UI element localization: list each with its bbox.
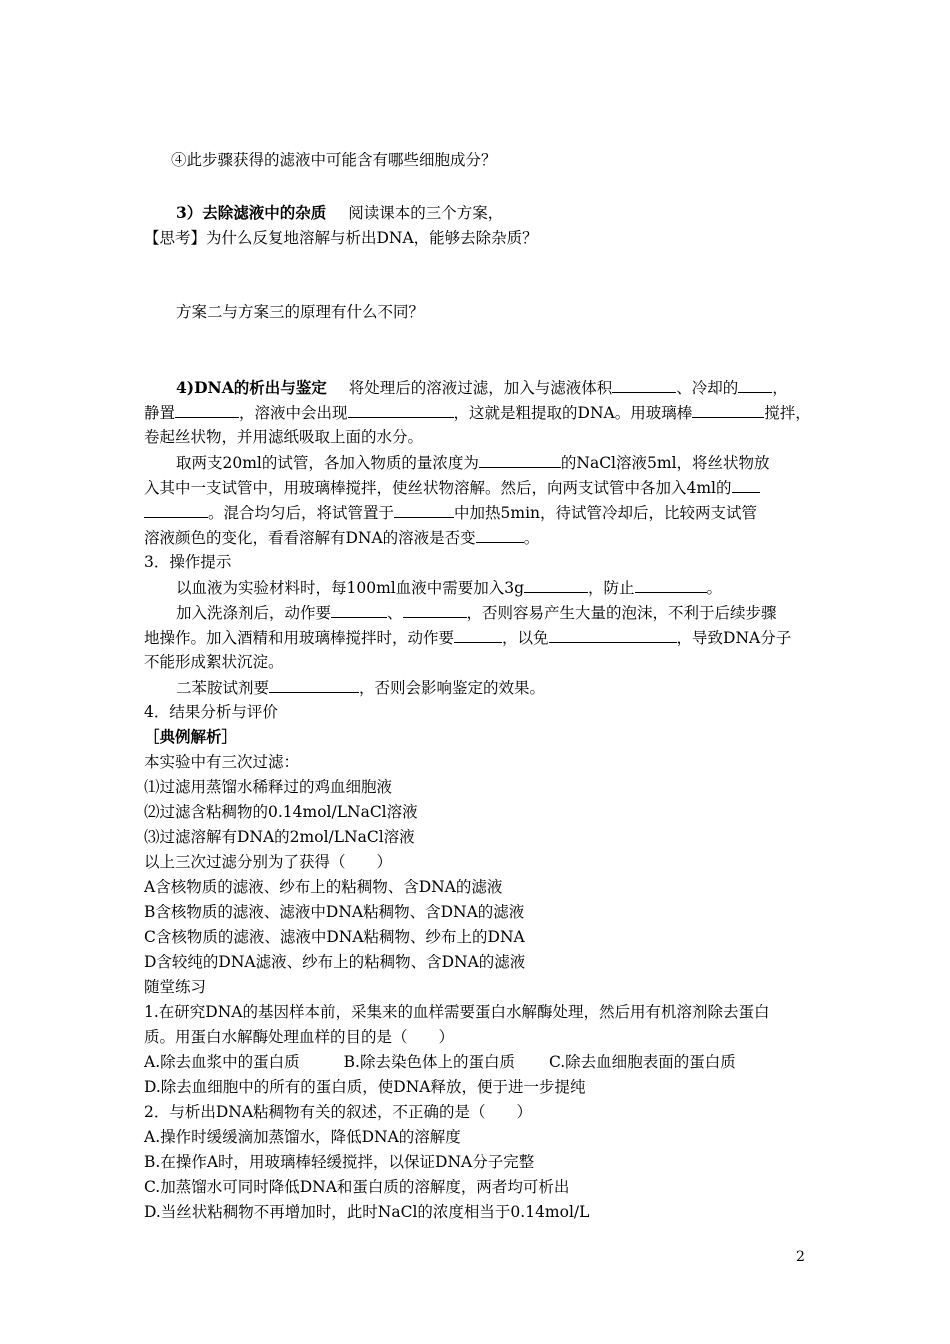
text: 加入洗涤剂后，动作要	[176, 604, 332, 622]
text: 。混合均匀后，将试管置于	[208, 504, 395, 522]
blank[interactable]	[454, 627, 502, 643]
text: 、	[387, 604, 403, 622]
step4-line-5	[144, 477, 814, 498]
blank[interactable]	[144, 502, 208, 518]
practice-q2-option: C.加蒸馏水可同时降低DNA和蛋白质的溶解度，两者均可析出	[144, 1178, 570, 1196]
text: ，否则会影响鉴定的效果。	[359, 679, 546, 697]
blank[interactable]	[738, 377, 772, 393]
example-item: ⑵过滤含粘稠物的0.14mol/LNaCl溶液	[144, 803, 418, 821]
section4-title: 4．结果分析与评价	[144, 703, 278, 721]
text: ，溶液中会出现	[239, 404, 348, 422]
text: ，否则容易产生大量的泡沫，不利于后续步骤	[466, 604, 777, 622]
blank[interactable]	[175, 402, 239, 418]
blank[interactable]	[476, 527, 524, 543]
text: ，以免	[502, 629, 549, 647]
step4-line-3: 卷起丝状物，并用滤纸吸取上面的水分。	[144, 428, 424, 446]
blank[interactable]	[549, 627, 677, 643]
option-c: C.除去血细胞表面的蛋白质	[548, 1053, 736, 1071]
blank[interactable]	[524, 577, 588, 593]
text: 取两支20ml的试管，各加入物质的量浓度为	[176, 454, 479, 472]
example-option: C含核物质的滤液、滤液中DNA粘稠物、纱布上的DNA	[144, 928, 525, 946]
blank[interactable]	[692, 402, 764, 418]
practice-q2-option: B.在操作A时，用玻璃棒轻缓搅拌，以保证DNA分子完整	[144, 1153, 535, 1171]
text: ，导致DNA分子	[676, 629, 792, 647]
practice-q2-option: A.操作时缓缓滴加蒸馏水，降低DNA的溶解度	[144, 1128, 461, 1146]
text: 溶液颜色的变化，看看溶解有DNA的溶液是否变	[144, 529, 476, 547]
example-option: B含核物质的滤液、滤液中DNA粘稠物、含DNA的滤液	[144, 903, 525, 921]
example-item: ⑶过滤溶解有DNA的2mol/LNaCl溶液	[144, 828, 415, 846]
text: 将处理后的溶液过滤，加入与滤液体积	[348, 379, 613, 397]
option-d: D.除去血细胞中的所有的蛋白质，使DNA释放，便于进一步提纯	[144, 1078, 586, 1096]
text: 中加热5min，待试管冷却后，比较两支试管	[454, 504, 758, 522]
practice-heading: 随堂练习	[144, 978, 207, 996]
step4-line-2	[144, 402, 814, 423]
text: 。	[523, 529, 540, 547]
example-option: D含较纯的DNA滤液、纱布上的粘稠物、含DNA的滤液	[144, 953, 526, 971]
practice-q2-stem: 2．与析出DNA粘稠物有关的叙述，不正确的是（ ）	[144, 1103, 533, 1121]
text: 的NaCl溶液5ml，将丝状物放	[560, 454, 770, 472]
step3-question-2: 方案二与方案三的原理有什么不同？	[176, 303, 425, 321]
text: 二苯胺试剂要	[176, 679, 270, 697]
option-a: A.除去血浆中的蛋白质	[144, 1053, 300, 1071]
step4-heading: 4)DNA的析出与鉴定	[176, 378, 327, 397]
practice-q1-stem: 质。用蛋白水解酶处理血样的目的是（ ）	[144, 1028, 455, 1046]
blank[interactable]	[732, 477, 760, 493]
example-item: ⑴过滤用蒸馏水稀释过的鸡血细胞液	[144, 778, 393, 796]
blank[interactable]	[403, 602, 467, 618]
example-question: 以上三次过滤分别为了获得（ ）	[144, 853, 393, 871]
text: 、冷却的	[676, 379, 739, 397]
text: 入其中一支试管中，用玻璃棒搅拌，使丝状物溶解。然后，向两支试管中各加入4ml的	[144, 479, 732, 497]
step3-heading: 3）去除滤液中的杂质	[176, 203, 327, 222]
blank[interactable]	[612, 377, 676, 393]
text: 静置	[144, 404, 176, 422]
example-option: A含核物质的滤液、纱布上的粘稠物、含DNA的滤液	[144, 878, 503, 896]
question-4: ④此步骤获得的滤液中可能含有哪些细胞成分？	[171, 151, 497, 169]
step3-heading-line	[176, 203, 816, 223]
step4-line-4	[176, 452, 816, 473]
step3-intro: 阅读课本的三个方案，	[348, 204, 504, 222]
practice-q2-option: D.当丝状粘稠物不再增加时，此时NaCl的浓度相当于0.14mol/L	[144, 1203, 590, 1221]
blank[interactable]	[394, 502, 454, 518]
text: 地操作。加入酒精和用玻璃棒搅拌时，动作要	[144, 629, 455, 647]
example-heading: ［典例解析］	[144, 727, 238, 746]
section3-line-3	[144, 627, 814, 648]
section3-line-1	[176, 577, 816, 598]
example-stem: 本实验中有三次过滤：	[144, 753, 300, 771]
text: 。	[706, 579, 723, 597]
text: ，这就是粗提取的DNA。用玻璃棒	[453, 404, 693, 422]
blank[interactable]	[348, 402, 454, 418]
text: ，	[772, 379, 788, 397]
practice-q1-stem: 1.在研究DNA的基因样本前，采集来的血样需要蛋白水解酶处理，然后用有机溶剂除去蛋白	[144, 1003, 770, 1021]
text: 搅拌，	[764, 404, 811, 422]
text: 以血液为实验材料时，每100ml血液中需要加入3g	[176, 579, 525, 597]
blank[interactable]	[479, 452, 561, 468]
section3-title: 3．操作提示	[144, 553, 232, 571]
text: ，防止	[588, 579, 635, 597]
blank[interactable]	[331, 602, 387, 618]
step4-line-1	[176, 377, 816, 398]
option-b: B.除去染色体上的蛋白质	[343, 1053, 515, 1071]
section3-line-4: 不能形成絮状沉淀。	[144, 653, 284, 671]
section3-line-2	[176, 602, 816, 623]
practice-q1-options	[144, 1052, 814, 1072]
blank[interactable]	[269, 677, 359, 693]
step3-think: 【思考】为什么反复地溶解与析出DNA，能够去除杂质？	[144, 229, 538, 247]
page-number: 2	[796, 1249, 805, 1265]
step4-line-7	[144, 527, 814, 548]
blank[interactable]	[635, 577, 707, 593]
step4-line-6	[144, 502, 814, 523]
section3-line-5	[176, 677, 816, 698]
